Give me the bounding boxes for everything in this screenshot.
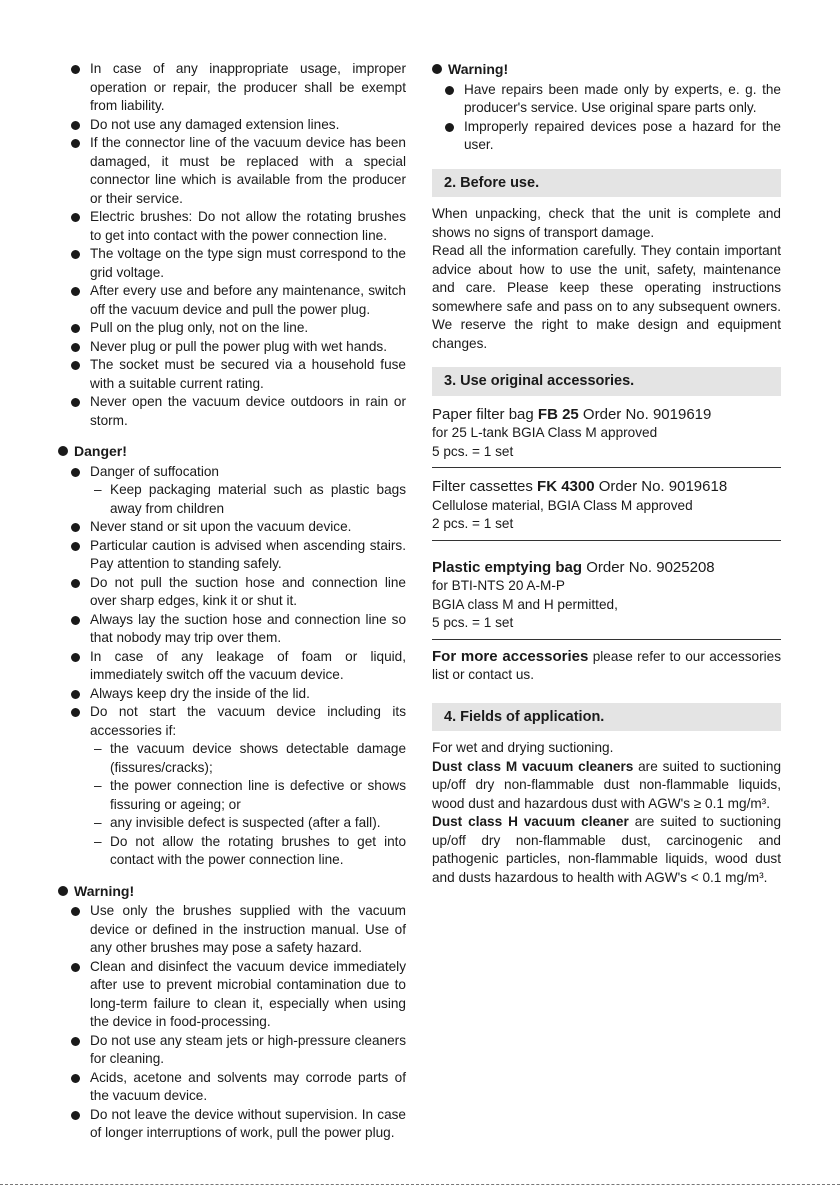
no-start-sublist (90, 740, 406, 870)
list-item: Do not use any damaged extension lines. (58, 116, 406, 135)
dust-class-m-label: Dust class M vacuum cleaners (432, 758, 634, 774)
accessory-title-line (432, 406, 781, 425)
accessory-detail: BGIA class M and H permitted, (432, 596, 618, 612)
list-item: Never plug or pull the power plug with wet hands. (58, 338, 406, 357)
list-item: The voltage on the type sign must correspond to the grid voltage. (58, 245, 406, 282)
warning-list (432, 81, 781, 155)
list-item: Never stand or sit upon the vacuum device. (58, 518, 406, 537)
accessory-code: FB 25 (537, 405, 579, 423)
order-number: Order No. 9019619 (578, 405, 712, 423)
sub-list-item: – any invisible defect is suspected (after a fall). (90, 814, 406, 833)
paragraph: When unpacking, check that the unit is complete and shows no signs of transport damage. (432, 206, 781, 240)
accessory-label: Filter cassettes (432, 478, 538, 495)
more-accessories-text: please refer to our accessories list or contact us. (432, 648, 781, 682)
more-accessories (432, 648, 781, 685)
right-column (432, 60, 781, 887)
section-heading-before-use: 2. Before use. (432, 169, 781, 198)
accessory-name: Plastic emptying bag (432, 558, 583, 576)
sub-list-item: – Do not allow the rotating brushes to get into contact with the power connection line. (90, 833, 406, 870)
paragraph: For wet and drying suctioning. (432, 740, 614, 755)
dust-class-m (432, 758, 781, 814)
sub-list-item: – Keep packaging material such as plastic bags away from children (90, 481, 406, 518)
list-item: Always lay the suction hose and connection line so that nobody may trip over them. (58, 611, 406, 648)
list-item: Use only the brushes supplied with the vacuum device or defined in the instruction manual. Use of any other brushes may pose a safety hazard. (58, 902, 406, 958)
list-item: Electric brushes: Do not allow the rotating brushes to get into contact with the power connection line. (58, 208, 406, 245)
list-item: If the connector line of the vacuum device has been damaged, it must be replaced with a special connector line which is available from the producer or their service. (58, 134, 406, 208)
warning-heading: Warning! (432, 60, 781, 79)
safety-list (58, 60, 406, 430)
list-item: Have repairs been made only by experts, e. g. the producer's service. Use original spare parts only. (432, 81, 781, 118)
list-item: Acids, acetone and solvents may corrode parts of the vacuum device. (58, 1069, 406, 1106)
accessory-detail: for 25 L-tank BGIA Class M approved (432, 425, 658, 440)
suffocation-sublist (90, 481, 406, 518)
list-item: Always keep dry the inside of the lid. (58, 685, 406, 704)
danger-heading: Danger! (58, 442, 406, 461)
list-item: The socket must be secured via a household fuse with a suitable current rating. (58, 356, 406, 393)
list-item (58, 463, 406, 519)
accessory-title-line (432, 478, 781, 497)
dust-class-h-text: are suited to suctioning up/off dry non-flammable dust, carcinogenic and pathogenic particles, non-flammable liquids, wood dust and dusts hazardous to health with AGW's < 0.1 mg/m³. (432, 814, 781, 885)
dust-class-h (432, 813, 781, 887)
dust-class-m-text: are suited to suctioning up/off dry non-flammable dust non-flammable liquids, wood dust and hazardous dust with AGW's ≥ 0.1 mg/m³. (432, 758, 781, 811)
more-accessories-label: For more accessories (432, 647, 589, 665)
list-item: Do not leave the device without supervision. In case of longer interruptions of work, pull the power plug. (58, 1106, 406, 1143)
accessory-detail: 5 pcs. = 1 set (432, 443, 514, 459)
section-heading-fields: 4. Fields of application. (432, 703, 781, 732)
section-heading-accessories: 3. Use original accessories. (432, 367, 781, 396)
accessory-filter-bag (432, 404, 781, 469)
accessory-title-line (432, 559, 781, 578)
accessory-filter-cassettes (432, 476, 781, 541)
dust-class-h-label: Dust class H vacuum cleaner (432, 814, 629, 829)
list-item: After every use and before any maintenance, switch off the vacuum device and pull the power plug. (58, 282, 406, 319)
accessory-label: Paper filter bag (432, 405, 538, 423)
no-start-text: Do not start the vacuum device including its accessories if: (90, 704, 406, 738)
list-item: Do not pull the suction hose and connection line over sharp edges, kink it or shut it. (58, 574, 406, 611)
left-column (58, 60, 406, 1143)
list-item: Do not use any steam jets or high-pressure cleaners for cleaning. (58, 1032, 406, 1069)
accessory-detail: for BTI-NTS 20 A-M-P (432, 578, 565, 593)
warning-heading: Warning! (58, 882, 406, 901)
accessory-detail: 5 pcs. = 1 set (432, 615, 514, 630)
list-item: In case of any inappropriate usage, improper operation or repair, the producer shall be exempt from liability. (58, 60, 406, 116)
paragraph: Read all the information carefully. They contain important advice about how to use the unit, safety, maintenance and care. Please keep these operating instructions somewhere safe and pass on to any subsequent owners. We reserve the right to make design and equipment changes. (432, 243, 781, 351)
list-item: Particular caution is advised when ascending stairs. Pay attention to standing safely. (58, 537, 406, 574)
accessory-emptying-bag (432, 549, 781, 640)
page-bottom-rule (0, 1184, 840, 1185)
order-number: Order No. 9019618 (594, 478, 728, 495)
danger-list (58, 463, 406, 870)
list-item: Clean and disinfect the vacuum device immediately after use to prevent microbial contamination due to long-term failure to clean it, especially when using the device in food-processing. (58, 958, 406, 1032)
accessory-detail: 2 pcs. = 1 set (432, 516, 514, 531)
list-item: Improperly repaired devices pose a hazard for the user. (432, 118, 781, 155)
list-item: Never open the vacuum device outdoors in rain or storm. (58, 393, 406, 430)
suffocation-text: Danger of suffocation (90, 463, 219, 479)
accessory-detail: Cellulose material, BGIA Class M approved (432, 497, 693, 513)
list-item: In case of any leakage of foam or liquid, immediately switch off the vacuum device. (58, 648, 406, 685)
order-number: Order No. 9025208 (582, 558, 715, 576)
sub-list-item: – the vacuum device shows detectable damage (fissures/cracks); (90, 740, 406, 777)
accessory-code: FK 4300 (537, 478, 595, 495)
warning-list (58, 902, 406, 1143)
sub-list-item: – the power connection line is defective or shows fissuring or ageing; or (90, 777, 406, 814)
list-item (58, 703, 406, 870)
list-item: Pull on the plug only, not on the line. (58, 319, 406, 338)
